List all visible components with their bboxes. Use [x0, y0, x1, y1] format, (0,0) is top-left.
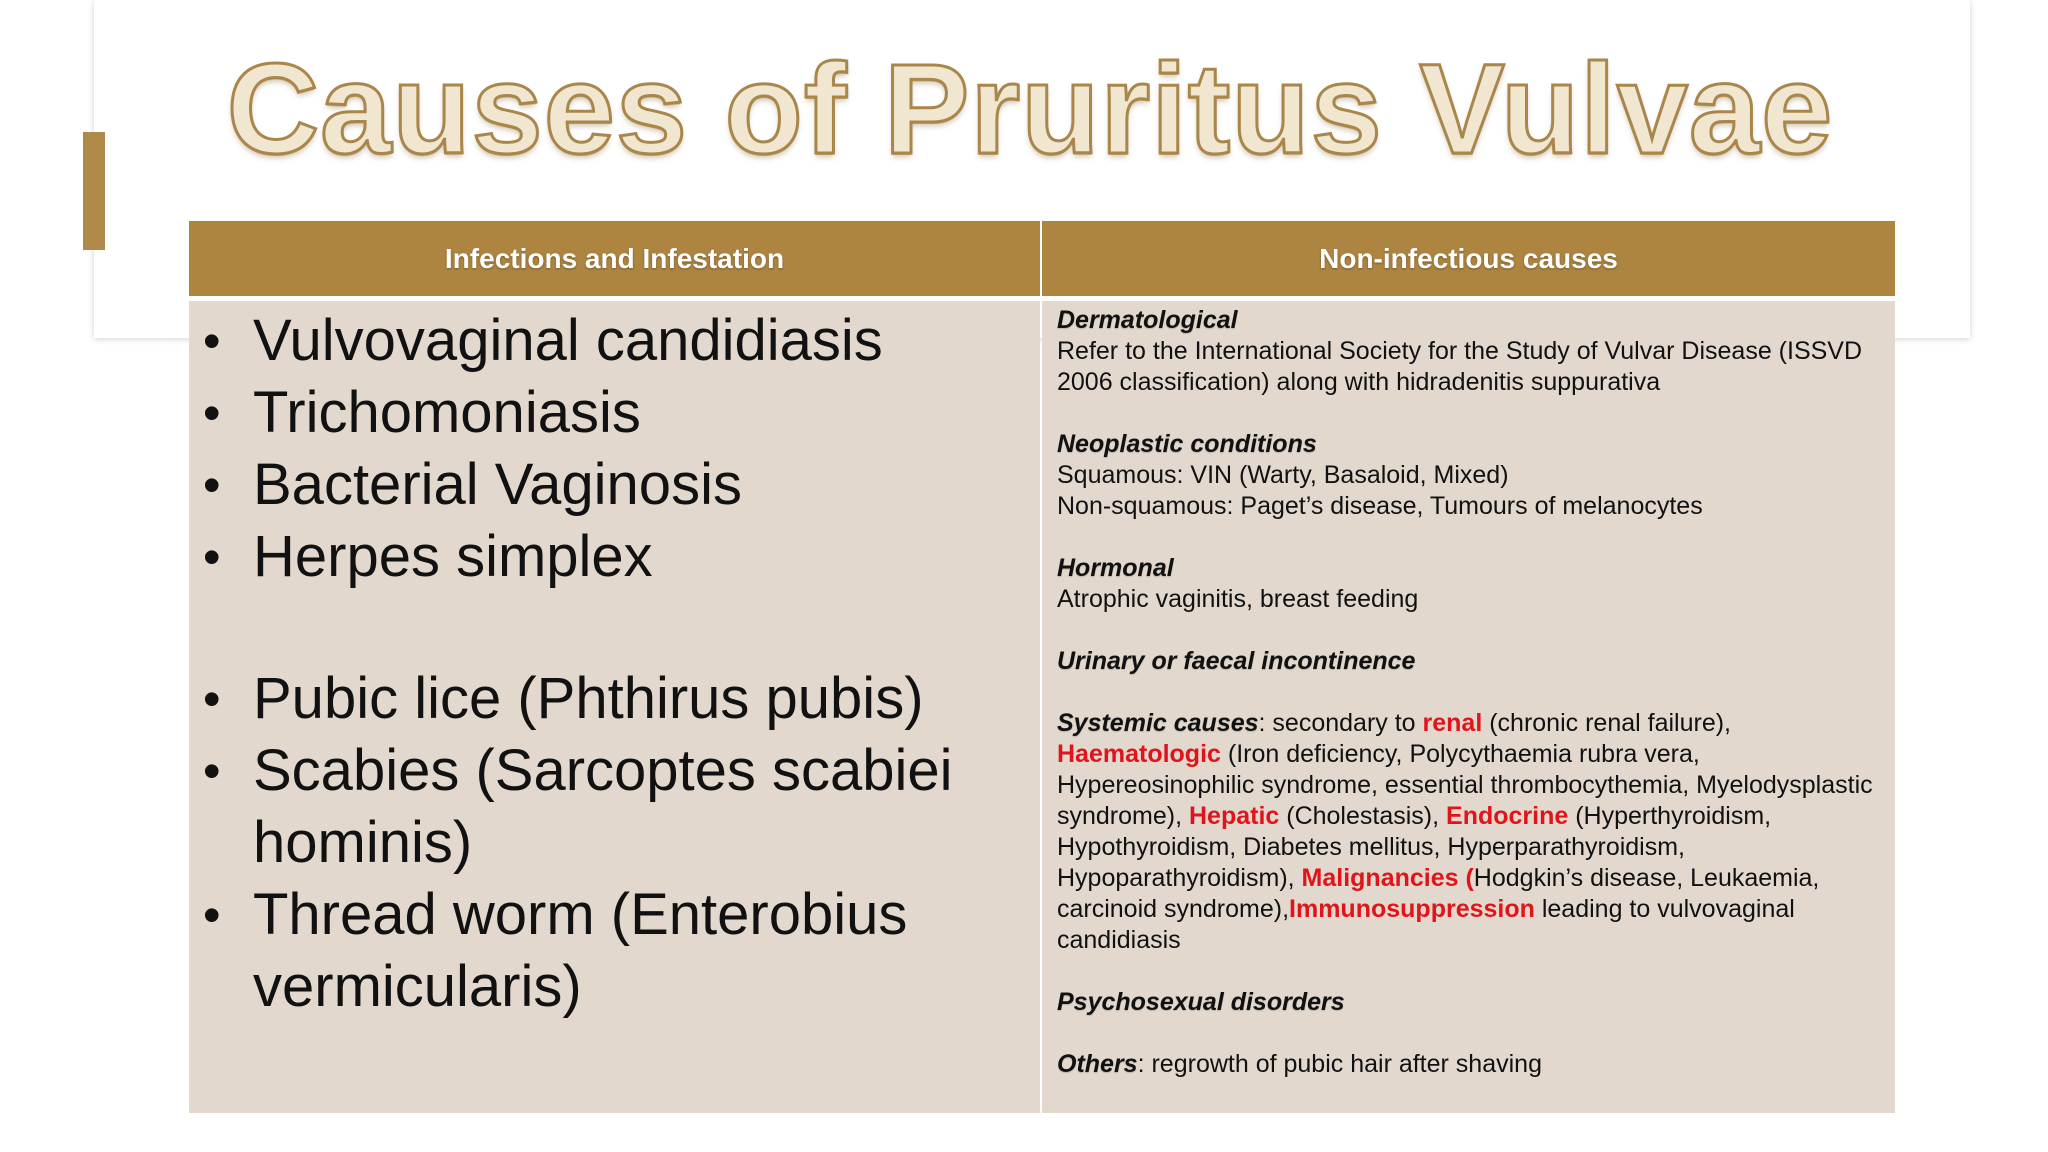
systemic-highlight-endocrine: Endocrine [1446, 802, 1569, 830]
category-heading: Systemic causes [1057, 709, 1259, 737]
section-others [1057, 1049, 1887, 1080]
systemic-highlight-haematologic: Haematologic [1057, 740, 1221, 768]
bullet-icon: • [203, 313, 221, 369]
category-heading: Others [1057, 1050, 1138, 1078]
bullet-icon: • [203, 457, 221, 513]
bullet-icon: • [203, 385, 221, 441]
section-psychosexual [1057, 987, 1887, 1018]
list-item [203, 305, 1033, 377]
category-heading: Dermatological [1057, 306, 1238, 334]
section-neoplastic [1057, 429, 1887, 522]
causes-table [189, 221, 1895, 1113]
list-item-text: Scabies (Sarcoptes scabiei hominis) [253, 738, 953, 875]
bullet-icon: • [203, 743, 221, 799]
list-item [203, 449, 1033, 521]
list-item-text: Pubic lice (Phthirus pubis) [253, 666, 924, 731]
category-text: Refer to the International Society for the Study of Vulvar Disease (ISSVD 2006 classification) along with hidradenitis suppurativa [1057, 337, 1863, 396]
category-text: Squamous: VIN (Warty, Basaloid, Mixed) [1057, 461, 1509, 489]
bullet-icon: • [203, 529, 221, 585]
list-item [203, 377, 1033, 449]
list-item-text: Bacterial Vaginosis [253, 452, 742, 517]
list-item [203, 521, 1033, 593]
systemic-text: (Iron deficiency, Polycythaemia rubra vera, Hypereosinophilic syndrome, essential thrombocythemia, Myelodysplastic syndrome), [1057, 740, 1873, 830]
accent-bar [83, 132, 105, 250]
systemic-highlight-malignancies: Malignancies ( [1301, 864, 1474, 892]
systemic-highlight-immunosuppression: Immunosuppression [1289, 895, 1535, 923]
bullet-icon: • [203, 671, 221, 727]
list-item-text: Trichomoniasis [253, 380, 641, 445]
slide-title: Causes of Pruritus Vulvae [226, 38, 1834, 181]
header-non-infectious: Non-infectious causes [1042, 221, 1895, 296]
header-infections: Infections and Infestation [189, 221, 1040, 296]
systemic-text: : secondary to [1258, 709, 1423, 737]
category-heading: Urinary or faecal incontinence [1057, 647, 1416, 675]
infections-list [203, 305, 1033, 1023]
infections-cell [189, 301, 1040, 1113]
section-systemic [1057, 708, 1887, 956]
systemic-text: (chronic renal failure), [1482, 709, 1731, 737]
systemic-text: Hodgkin’s disease, Leukaemia, carcinoid syndrome), [1057, 864, 1820, 923]
list-item [203, 663, 1033, 735]
list-item-text: Vulvovaginal candidiasis [253, 308, 883, 373]
list-item-text: Herpes simplex [253, 524, 653, 589]
list-item [203, 735, 1033, 879]
systemic-text: (Cholestasis), [1279, 802, 1447, 830]
category-text: Non-squamous: Paget’s disease, Tumours of melanocytes [1057, 492, 1703, 520]
systemic-highlight-hepatic: Hepatic [1188, 802, 1280, 830]
systemic-text: leading to vulvovaginal candidiasis [1057, 895, 1795, 954]
list-item-text: Thread worm (Enterobius vermicularis) [253, 882, 908, 1019]
category-heading: Psychosexual disorders [1057, 988, 1345, 1016]
section-incontinence [1057, 646, 1887, 677]
systemic-highlight-renal: renal [1422, 709, 1483, 737]
category-heading: Hormonal [1057, 554, 1174, 582]
category-text: Atrophic vaginitis, breast feeding [1057, 585, 1419, 613]
non-infectious-content [1057, 305, 1887, 1080]
section-hormonal [1057, 553, 1887, 615]
bullet-icon: • [203, 887, 221, 943]
category-text: : regrowth of pubic hair after shaving [1137, 1050, 1542, 1078]
list-item [203, 879, 1033, 1023]
non-infectious-cell [1042, 301, 1895, 1113]
category-heading: Neoplastic conditions [1057, 430, 1317, 458]
section-dermatological [1057, 305, 1887, 398]
systemic-text: (Hyperthyroidism, Hypothyroidism, Diabetes mellitus, Hyperparathyroidism, Hypoparathyroidism), [1057, 802, 1772, 892]
